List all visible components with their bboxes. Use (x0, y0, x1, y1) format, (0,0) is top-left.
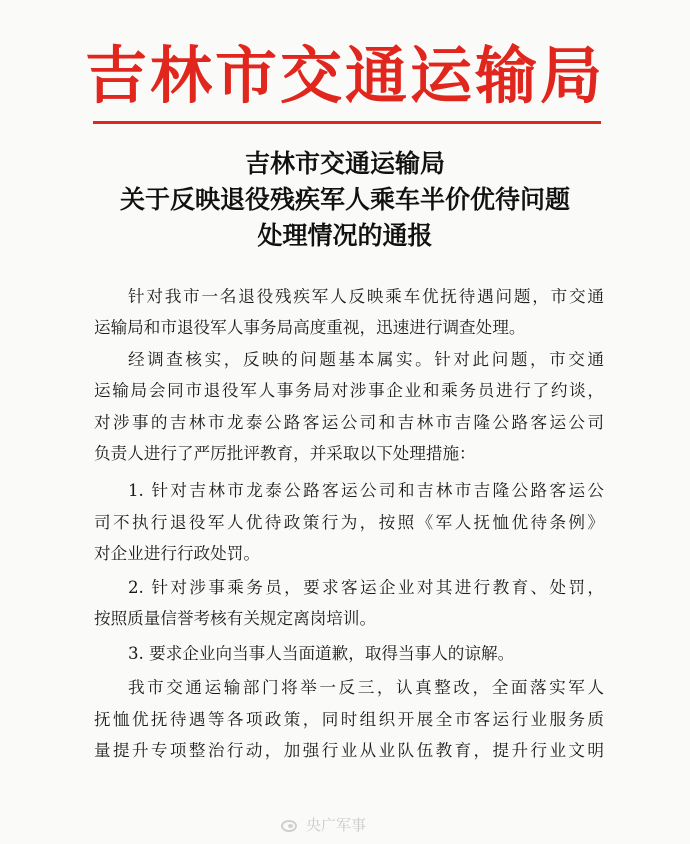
body-line: 量提升专项整治行动，加强行业从业队伍教育，提升行业文明 (94, 741, 604, 760)
document-title-line-2: 关于反映退役残疾军人乘车半价优待问题 (119, 185, 570, 214)
body-line: 2. 针对涉事乘务员，要求客运企业对其进行教育、处罚， (128, 578, 604, 597)
body-line: 针对我市一名退役残疾军人反映乘车优抚待遇问题，市交通 (128, 287, 604, 306)
weibo-icon (280, 817, 302, 833)
body-line: 经调查核实，反映的问题基本属实。针对此问题，市交通 (128, 350, 604, 369)
body-line: 我市交通运输部门将举一反三，认真整改，全面落实军人 (128, 678, 604, 697)
body-line: 按照质量信誉考核有关规定离岗培训。 (94, 609, 377, 628)
body-line: 抚恤优抚待遇等各项政策，同时组织开展全市客运行业服务质 (94, 710, 604, 729)
body-line: 运输局和市退役军人事务局高度重视，迅速进行调查处理。 (94, 318, 526, 337)
letterhead-divider (93, 121, 601, 124)
document-title-line-3: 处理情况的通报 (257, 221, 433, 250)
body-line: 司不执行退役军人优待政策行为，按照《军人抚恤优待条例》 (94, 513, 604, 532)
body-line: 3. 要求企业向当事人当面道歉，取得当事人的谅解。 (128, 644, 515, 663)
body-line: 对涉事的吉林市龙泰公路客运公司和吉林市吉隆公路客运公司 (94, 413, 604, 432)
document-title-line-1: 吉林市交通运输局 (244, 149, 445, 178)
body-line: 对企业进行行政处罚。 (94, 544, 260, 563)
letterhead: 吉林市交通运输局 (84, 39, 605, 112)
watermark (280, 814, 366, 835)
body-line: 1. 针对吉林市龙泰公路客运公司和吉林市吉隆公路客运公 (128, 481, 604, 500)
body-line: 负责人进行了严厉批评教育，并采取以下处理措施： (94, 444, 476, 463)
body-line: 运输局会同市退役军人事务局对涉事企业和乘务员进行了约谈， (94, 381, 604, 400)
watermark-text: 央广军事 (306, 816, 367, 834)
